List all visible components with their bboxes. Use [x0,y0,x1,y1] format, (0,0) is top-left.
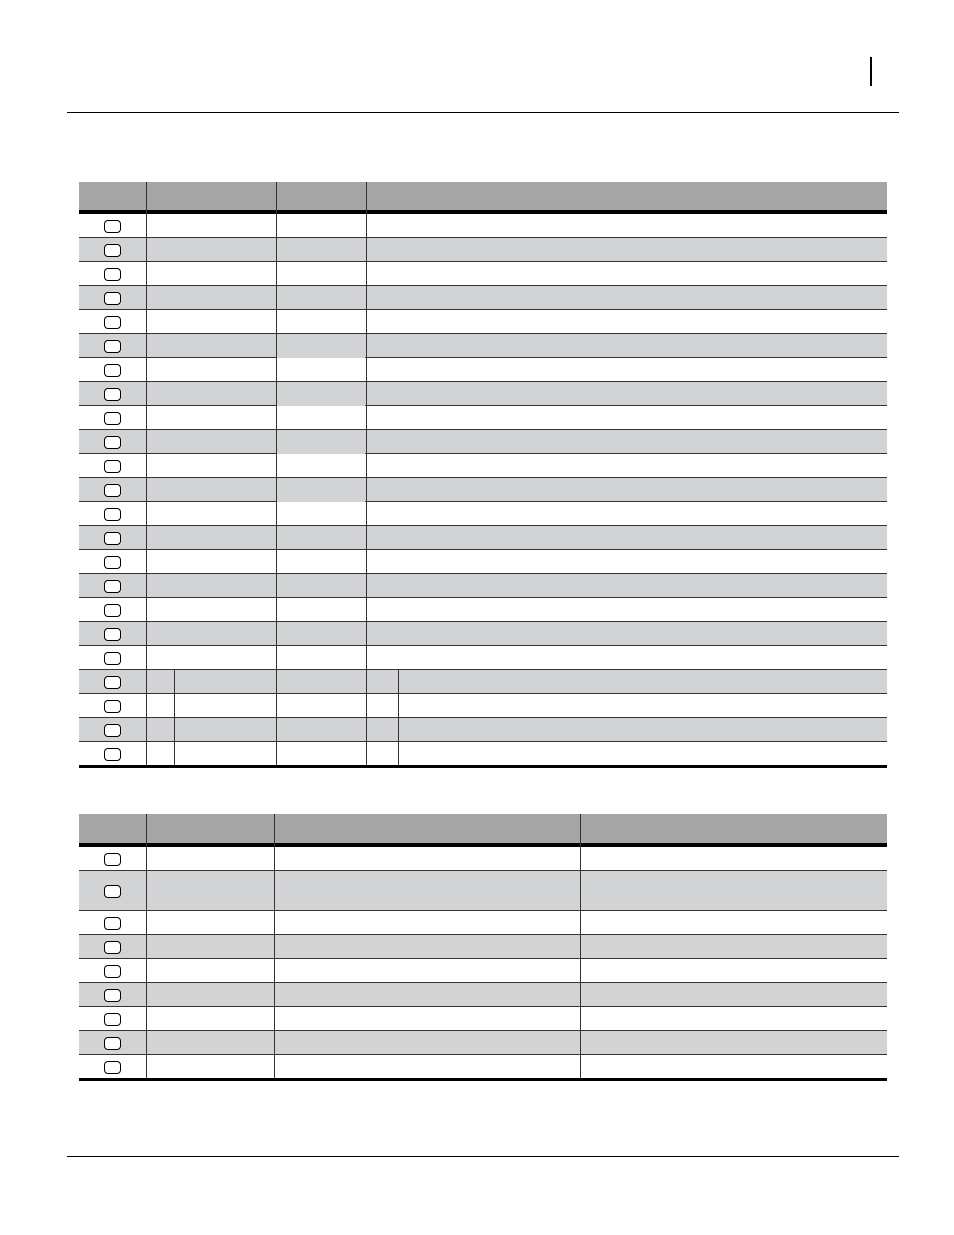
table-row [79,935,887,959]
table-row [79,550,887,574]
table-row [79,310,887,334]
column-divider [580,814,581,1079]
table-row [79,983,887,1007]
row-checkbox[interactable] [104,748,121,761]
table-row [79,502,887,526]
row-checkbox[interactable] [104,436,121,449]
row-checkbox[interactable] [104,364,121,377]
table-row [79,286,887,310]
merged-cell-shade [277,478,365,502]
table-row [79,574,887,598]
table-row [79,1031,887,1055]
table-1-bottom-rule [79,765,887,768]
row-checkbox[interactable] [104,244,121,257]
row-checkbox[interactable] [104,412,121,425]
row-checkbox[interactable] [104,676,121,689]
table-row [79,646,887,670]
table-row [79,718,887,742]
table-2-bottom-rule [79,1078,887,1081]
row-checkbox[interactable] [104,652,121,665]
row-checkbox[interactable] [104,700,121,713]
table-row [79,847,887,871]
row-checkbox[interactable] [104,604,121,617]
row-checkbox[interactable] [104,885,121,898]
row-checkbox[interactable] [104,724,121,737]
column-divider [146,814,147,1079]
merged-cell-shade [277,334,365,358]
table-row [79,1007,887,1031]
row-checkbox[interactable] [104,580,121,593]
column-divider [274,814,275,1079]
table-row [79,382,887,406]
row-checkbox[interactable] [104,340,121,353]
table-row [79,670,887,694]
table-row [79,959,887,983]
column-divider [366,182,367,766]
table-row [79,238,887,262]
table-2 [79,814,887,1078]
merged-cell-gap [277,333,365,334]
table-row [79,214,887,238]
table-row [79,694,887,718]
row-checkbox[interactable] [104,316,121,329]
table-row [79,598,887,622]
header-rule [67,112,899,113]
merged-cell-shade [277,430,365,454]
column-divider [276,182,277,766]
row-checkbox[interactable] [104,989,121,1002]
row-checkbox[interactable] [104,532,121,545]
row-checkbox[interactable] [104,220,121,233]
header-tick [870,57,872,86]
column-divider [146,182,147,766]
row-checkbox[interactable] [104,965,121,978]
row-checkbox[interactable] [104,1037,121,1050]
table-1 [79,182,887,766]
table-row [79,526,887,550]
table-1-header [79,182,887,210]
table-row [79,334,887,358]
table-row [79,406,887,430]
table-row [79,430,887,454]
row-checkbox[interactable] [104,917,121,930]
row-checkbox[interactable] [104,556,121,569]
row-checkbox[interactable] [104,1013,121,1026]
table-row [79,478,887,502]
table-row [79,622,887,646]
table-row [79,262,887,286]
table-row [79,358,887,382]
row-checkbox[interactable] [104,388,121,401]
row-checkbox[interactable] [104,484,121,497]
table-row [79,911,887,935]
sub-column-divider [398,670,399,766]
table-row [79,454,887,478]
table-2-header [79,814,887,843]
footer-rule [67,1156,899,1157]
table-row [79,742,887,766]
row-checkbox[interactable] [104,628,121,641]
row-checkbox[interactable] [104,268,121,281]
merged-cell-shade [277,382,365,406]
row-checkbox[interactable] [104,941,121,954]
sub-column-divider [174,670,175,766]
table-row [79,1055,887,1079]
table-row [79,871,887,911]
row-checkbox[interactable] [104,1061,121,1074]
row-checkbox[interactable] [104,508,121,521]
row-checkbox[interactable] [104,853,121,866]
row-checkbox[interactable] [104,460,121,473]
row-checkbox[interactable] [104,292,121,305]
